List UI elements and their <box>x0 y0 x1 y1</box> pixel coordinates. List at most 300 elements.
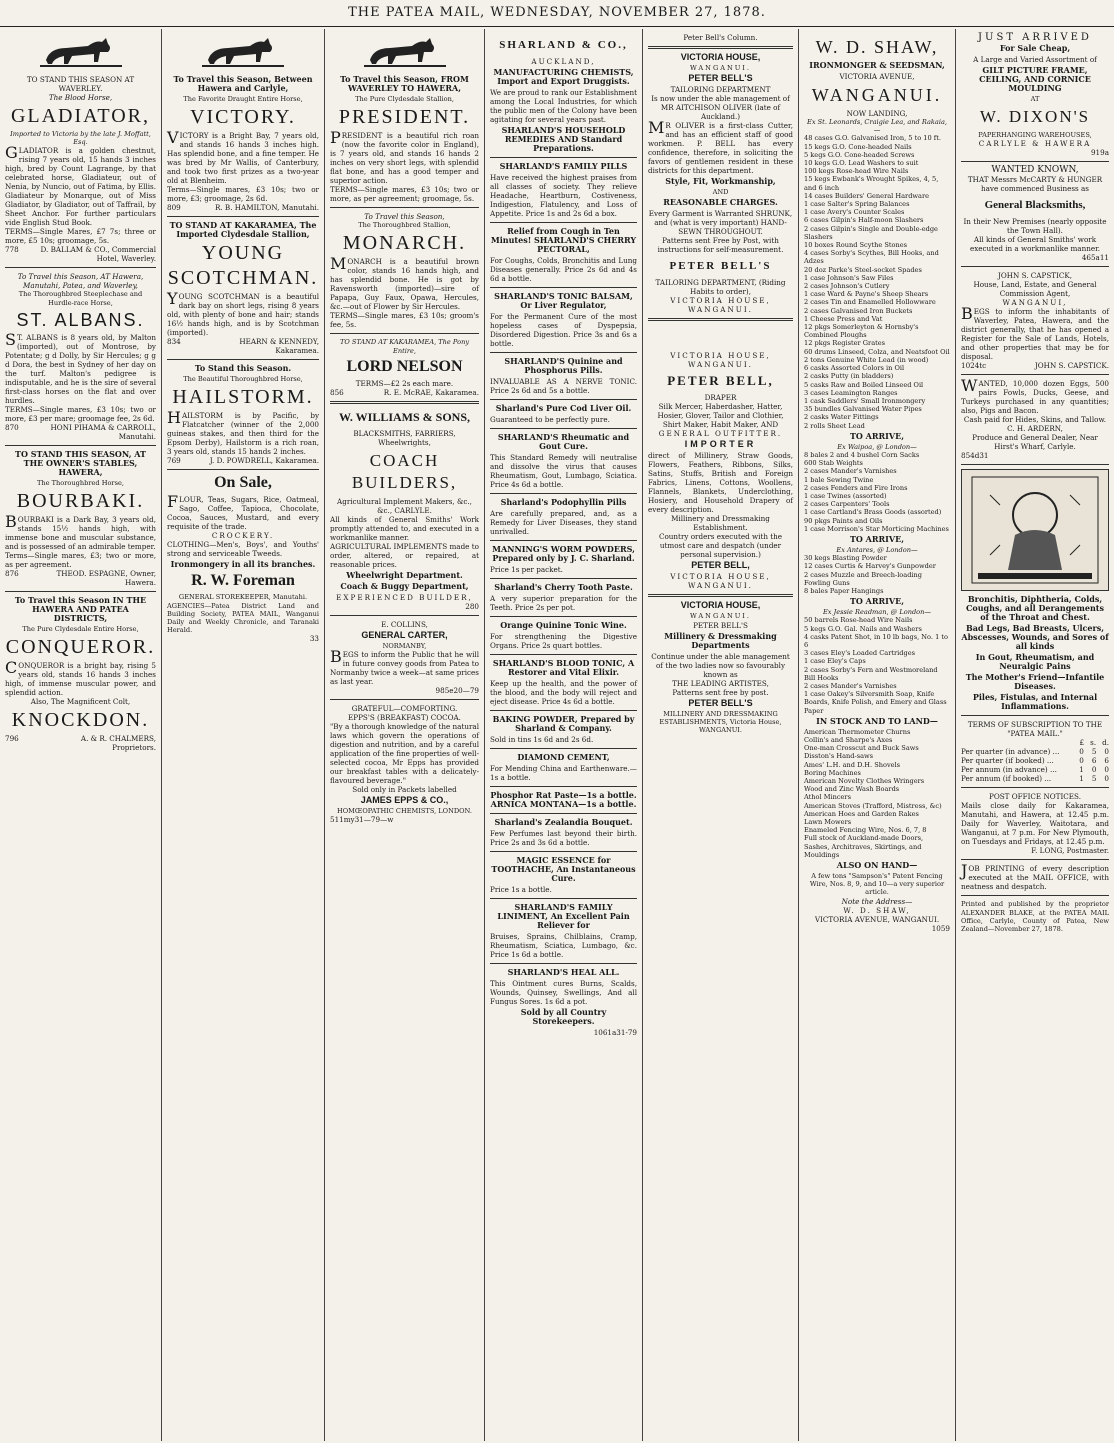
young-body: YOUNG SCOTCHMAN is a beautiful dark bay on short legs, rising 8 years old, with plenty of bone and hair; stands 16½ hands high, and is by Scotchman (imported). <box>167 289 319 338</box>
subs-table <box>961 747 1109 783</box>
mill-title: Millinery & Dressmaking Departments <box>664 630 777 650</box>
hailstorm-sub: The Beautiful Thoroughbred Horse, <box>183 375 303 384</box>
subs-row <box>961 765 1109 774</box>
foreman-num: 33 <box>309 634 319 644</box>
williams-num: 280 <box>465 601 479 611</box>
lordnelson-terms: TERMS—£2 2s each mare. <box>355 378 454 388</box>
victory-sub: The Favorite Draught Entire Horse, <box>183 95 303 103</box>
gladiator-body: GLADIATOR is a golden chestnut, rising 7 years old, 15 hands 3 inches high, bred by Count Lagrange, by that celebrated horse, Gladiateur, out of Nenia, by Nuncio, out of Fatima, by Ellis. Gladiateur by Monarque, out of Miss Gladiator, by Gladiator, out of Taffrail, by Sheet Anchor. For further particulars vide English Stud Book. <box>5 143 156 228</box>
sharland-item-text: For Mending China and Earthenware.—1s a bottle. <box>490 764 637 782</box>
stalbans-body: ST. ALBANS is 8 years old, by Malton (imported), out of Montrose, by Potentate; g d Dolly, by Sir Hercules; g g d Dora, the best in Sydney of her day on the turf. Malton's pedigree is indisputable, and he is the sire of several first-class horses on the flat and over hurdles. <box>5 329 156 405</box>
hailstorm-intro: To Stand this Season. <box>194 363 292 374</box>
shaw-list-item: 2 cases Galvanised Iron Buckets <box>804 306 913 315</box>
shaw-list-item: 12 pkgs Register Grates <box>804 339 886 348</box>
shaw-list-item: 2 cases Mander's Varnishes <box>804 682 897 690</box>
shaw-list-item: 48 cases G.O. Galvanised Iron, 5 to 10 ft. <box>804 134 941 143</box>
shaw-list-item: 8 bales 2 and 4 bushel Corn Sacks <box>804 450 920 459</box>
pb-style: Style, Fit, Workmanship, <box>665 176 776 187</box>
foreman-name: R. W. Foreman <box>191 572 295 590</box>
horse-engraving-icon <box>5 35 156 71</box>
subs-values <box>1079 765 1109 774</box>
draper-pb3: PETER BELL, <box>691 560 750 571</box>
shaw-list-item: Wood and Zinc Wash Boards <box>804 785 900 794</box>
peterbell-title: Peter Bell's Column. <box>683 33 758 42</box>
column-7 <box>956 29 1114 1441</box>
shaw-list-item: 8 bales Paper Hangings <box>804 586 884 595</box>
capstick-num: 1024tc <box>961 361 987 371</box>
sharland-item-text: A very superior preparation for the Teeth. Price 2s per pot. <box>490 594 637 612</box>
subs-value: 5 <box>1091 747 1097 757</box>
shaw-note: Note the Address— <box>841 896 913 906</box>
conqueror-num: 796 <box>5 734 19 744</box>
shaw-list-item: 3 cases Leamington Ranges <box>804 388 898 397</box>
shaw-list-item: 2 cases Johnson's Cutlery <box>804 282 890 291</box>
dixon-forsale: For Sale Cheap, <box>999 43 1071 53</box>
shaw-list-item: 10 kegs G.O. Lead Washers to suit <box>804 159 919 168</box>
shaw-list-item: 1 case Avery's Counter Scales <box>804 208 905 217</box>
shaw-town: WANGANUI. <box>811 85 943 105</box>
shaw-loc: VICTORIA AVENUE, <box>839 72 915 81</box>
pb-mgr: MR AITCHISON OLIVER (late of Auckland.) <box>660 103 781 122</box>
sharland-item-text: This Ointment cures Burns, Scalds, Wounds, Quinsey, Swellings, And all Fungus Sores. 1s 6d a pot. <box>490 979 637 1006</box>
sharland-item-text: Bruises, Sprains, Chilblains, Cramp, Rheumatism, Sciatica, Lumbago, &c. Price 1s 6d a bottle. <box>490 932 637 959</box>
monarch-terms: TERMS—Single mares, £3 10s; groom's fee, 5s. <box>330 311 479 330</box>
sharland-item-text: Are carefully prepared, and, as a Remedy for Liver Diseases, they stand unrivalled. <box>490 509 637 536</box>
draper-mill: Millinery and Dressmaking Establishment. <box>671 514 770 533</box>
subs-value: 0 <box>1104 774 1109 784</box>
sharland-item-text: Sold in tins 1s 6d and 2s 6d. <box>490 735 594 744</box>
shaw-num: 1059 <box>931 923 950 933</box>
horse-engraving-icon <box>330 35 479 71</box>
shaw-list-item: Ames' L.H. and D.H. Shovels <box>804 760 901 769</box>
shaw-list-item: 2 tons Genuine White Lead (in wood) <box>804 355 929 364</box>
shaw-sampson: A few tons "Sampson's" Patent Fencing Wire, Nos. 8, 9, and 10—a very superior article. <box>809 872 945 897</box>
ardern-num: 854d31 <box>961 451 989 461</box>
shaw-list-item: 1 case Eley's Caps <box>804 657 866 666</box>
lordnelson-sign: R. E. McRAE, Kakaramea. <box>383 387 479 397</box>
sharland-item-heading: Sharland's Pure Cod Liver Oil. <box>495 403 632 413</box>
collins-num: 985e20—79 <box>435 686 479 696</box>
shaw-list-item: 10 boxes Round Scythe Stones <box>804 241 908 250</box>
shaw-list-item: 20 doz Parke's Steel-socket Spades <box>804 265 922 274</box>
young-sign: HEARN & KENNEDY, Kakaramea. <box>239 337 319 356</box>
shaw-list-item: 12 cases Curtis & Harvey's Gunpowder <box>804 562 936 571</box>
ardern-sub: Produce and General Dealer, Near Hirst's Wharf, Carlyle. <box>972 433 1098 452</box>
shaw-list-item: American Hoes and Garden Rakes <box>804 809 919 818</box>
shaw-list-item: American Novelty Clothes Wringers <box>804 777 925 786</box>
shaw-list3 <box>804 554 950 595</box>
post-body: Mails close daily for Kakaramea, Manutahi, and Hawera, at 12.45 p.m. Daily for Waverley, Waitotara, and Wanganui, at 7 p.m. For New Plymouth, on Tuesdays and Fridays, at 12.45 p.m. <box>961 801 1109 847</box>
mill-est: MILLINERY AND DRESSMAKING ESTABLISHMENTS, Victoria House, WANGANUI. <box>659 709 782 735</box>
vh-title: VICTORIA HOUSE, <box>680 52 761 62</box>
sharland-item-text: Have received the highest praises from all classes of society. They relieve Headache, Heartburn, Costiveness, Indigestion, Flatulency, and Loss of Appetite. Price 1s and 2s 6d a box. <box>490 173 637 218</box>
shaw-list-item: Disston's Hand-saws <box>804 752 874 761</box>
capstick-sign: JOHN S. CAPSTICK. <box>1034 361 1109 371</box>
columns <box>0 29 1114 1441</box>
sharland-item-heading: SHARLAND'S FAMILY LINIMENT, An Excellent Pain Reliever for <box>497 902 630 930</box>
shaw-list-item: 2 cases Tin and Enamelled Hollowware <box>804 298 936 307</box>
shaw-list-item: 1 bale Sewing Twine <box>804 475 874 484</box>
subs-value: 1 <box>1079 765 1084 775</box>
sharland-item-text: For Coughs, Colds, Bronchitis and Lung Diseases generally. Price 2s 6d and 4s 6d a bottle. <box>490 256 637 283</box>
subs-value: 6 <box>1091 756 1097 766</box>
gladiator-import: Imported to Victoria by the late J. Moffatt, Esq. <box>10 130 151 147</box>
hailstorm-sign: J. D. POWDRELL, Kakaramea. <box>209 456 319 466</box>
pb-patterns: Patterns sent Free by Post, with instructions for self-measurement. <box>657 236 784 255</box>
sharland-item-heading: SHARLAND'S BLOOD TONIC, A Restorer and Vital Elixir. <box>492 658 635 677</box>
onsale-iron: Ironmongery in all its branches. <box>170 559 316 570</box>
bourbaki-name: BOURBAKI. <box>16 490 145 513</box>
bourbaki-sub: The Thoroughbred Horse, <box>37 478 124 487</box>
shaw-list-item: 60 drums Linseed, Colza, and Neatsfoot Oil <box>804 347 950 356</box>
epps-sold: Sold only in Packets labelled <box>352 785 457 795</box>
mill-pb4: PETER BELL'S <box>693 620 748 630</box>
gladiator-sub: The Blood Horse, <box>48 93 113 102</box>
column-6 <box>799 29 956 1441</box>
young-name1: YOUNG <box>201 242 285 265</box>
sharland-loc: AUCKLAND, <box>531 57 596 66</box>
masthead: THE PATEA MAIL, WEDNESDAY, NOVEMBER 27, 1878. <box>0 0 1114 27</box>
president-intro: To Travel this Season, FROM WAVERLEY TO HAWERA, <box>340 74 469 93</box>
stalbans-sub: The Thoroughbred Steeplechase and Hurdle-race Horse, <box>18 290 143 307</box>
mccarty-body: THAT Messrs McCARTY & HUNGER have commenced Business as <box>967 175 1103 194</box>
pb-and: AND <box>712 188 729 197</box>
shaw-addr: W. D. SHAW, <box>843 905 911 915</box>
conqueror-intro: To Travel this Season IN THE HAWERA AND PATEA DISTRICTS, <box>14 595 147 624</box>
shaw-arrive1ex: Ex Waipoa, @ London— <box>837 442 917 451</box>
victory-intro: To Travel this Season, Between Hawera and Carlyle, <box>173 74 313 93</box>
epps-title: GRATEFUL—COMFORTING. <box>351 704 458 714</box>
shaw-list-item: 2 rolls Sheet Lead <box>804 421 865 430</box>
draper-vh3: VICTORIA HOUSE, WANGANUI. <box>670 572 771 591</box>
shaw-list-item: 1 case Ward & Payne's Sheep Shears <box>804 290 929 299</box>
sharland-item-text: Keep up the health, and the power of the blood, and the body will reject and eject disease. Price 4s 6d a bottle. <box>490 679 637 706</box>
collins-body: BEGS to inform the Public that he will in future convey goods from Patea to Normanby twice a week—at same prices as last year. <box>330 647 479 687</box>
shaw-list4 <box>804 616 950 714</box>
bourbaki-body: BOURBAKI is a Dark Bay, 3 years old, stands 15½ hands high, with immense bone and muscular substance, and is possessed of an admirable temper. <box>5 512 156 552</box>
williams-sub2: Agricultural Implement Makers, &c., &c., CARLYLE. <box>337 496 472 515</box>
epps-body: "By a thorough knowledge of the natural laws which govern the operations of digestion and nutrition, and by a careful application of the fine properties of well-selected cocoa, Mr Epps has provided our breakfast tables with a delicately-flavoured beverage." <box>330 722 479 786</box>
shaw-list-item: 2 cases Muzzle and Breech-loading Fowling Guns <box>804 570 923 587</box>
collins-title: GENERAL CARTER, <box>361 629 448 640</box>
knockdon-name: KNOCKDON. <box>11 709 150 732</box>
shaw-list-item: 2 casks Water Fittings <box>804 413 879 422</box>
subs-value: 5 <box>1091 774 1097 784</box>
draper-country: Country orders executed with the utmost care and despatch (under personal supervision.) <box>658 532 783 560</box>
subs-col-shillings: s. <box>1090 738 1097 748</box>
sharland-item-heading: Sharland's Podophyllin Pills <box>500 497 627 507</box>
victory-body: VICTORY is a Bright Bay, 7 years old, and stands 16 hands 3 inches high. Has splendid bone, and a fine temper. He was bred by Mr Wallis, of Canterbury, and took two first prizes as a two-year old at Blenheim. <box>167 128 319 186</box>
shaw-list-item: 1 case Morrison's Star Morticing Machines <box>804 524 949 533</box>
pb-tail: TAILORING DEPARTMENT <box>670 85 771 95</box>
shaw-list-item: 90 pkgs Paints and Oils <box>804 516 883 525</box>
pb-name: PETER BELL'S <box>688 73 753 84</box>
shaw-list-item: 2 cases Carpenters' Tools <box>804 500 890 509</box>
sharland-item-heading: MANNING'S WORM POWDERS, Prepared only by J. C. Sharland. <box>492 544 635 563</box>
holloway-bad: Bad Legs, Bad Breasts, Ulcers, Abscesses, Wounds, and Sores of all kinds <box>961 623 1109 652</box>
young-num: 834 <box>167 337 181 347</box>
sharland-item-heading: SHARLAND'S TONIC BALSAM, Or Liver Regulator, <box>494 291 633 310</box>
capstick-name: JOHN S. CAPSTICK, <box>997 271 1073 281</box>
onsale-body: FLOUR, Teas, Sugars, Rice, Oatmeal, Sago, Coffee, Tapioca, Chocolate, Cocoa, Sauces, Mustard, and every requisite of the trade. <box>167 492 319 532</box>
gladiator-terms: TERMS—Single Mares, £7 7s; three or more, £5 10s; groomage, 5s. <box>5 227 156 246</box>
president-body: PRESIDENT is a beautiful rich roan (now the favorite color in England), is 7 years old, and stands 16 hands 2 inches on very short legs, with splendid flat bone, and has a good temper and superior action. <box>330 128 479 186</box>
shaw-list-item: 5 kegs G.O. Cone-headed Screws <box>804 150 915 159</box>
shaw-arrive2: TO ARRIVE, <box>849 533 905 544</box>
shaw-list-item: Boring Machines <box>804 768 861 777</box>
onsale-crockery: CROCKERY. <box>211 531 275 541</box>
shaw-list-item: 35 bundles Galvanised Water Pipes <box>804 405 922 414</box>
subs-label: Per quarter (if booked) ... <box>961 756 1054 766</box>
sharland-items <box>490 157 637 1006</box>
mill-town: WANGANUI. <box>689 612 752 621</box>
column-4 <box>485 29 643 1441</box>
draper-vh: VICTORIA HOUSE, WANGANUI. <box>670 351 771 370</box>
subs-label: Per quarter (in advance) ... <box>961 747 1060 757</box>
sharland-item-heading: SHARLAND'S HEAL ALL. <box>507 967 620 977</box>
williams-name: W. WILLIAMS & SONS, <box>338 409 471 424</box>
mccarty-num: 465a11 <box>1081 253 1109 263</box>
subs-label: Per annum (in advance) ... <box>961 765 1057 775</box>
sharland-item-text: Price 1s a bottle. <box>490 885 552 894</box>
shaw-list-item: 15 kegs G.O. Cone-headed Nails <box>804 142 912 151</box>
stalbans-terms: TERMS—Single mares, £3 10s; two or more, £3 per mare; groomage fee, 2s 6d. <box>5 404 156 423</box>
shaw-list-item: One-man Crosscut and Buck Saws <box>804 744 919 753</box>
subs-row <box>961 774 1109 783</box>
bourbaki-sign: THEOD. ESPAGNE, Owner, Hawera. <box>56 569 156 588</box>
mill-pb5: PETER BELL'S <box>688 697 753 708</box>
subs-col-headers <box>961 738 1109 747</box>
shaw-list-item: 3 cases Eley's Loaded Cartridges <box>804 649 916 658</box>
subs-value: 1 <box>1079 774 1084 784</box>
sharland-item-text: INVALUABLE AS A NERVE TONIC. Price 2s 6d and 5s a bottle. <box>490 377 637 395</box>
hailstorm-body: HAILSTORM is by Pacific, by Flatcatcher (winner of the 2,000 guineas stakes, and then third for the Epsom Derby), Hailstorm is a rich roan, 3 years old, stands 15 hands 2 inches. <box>167 408 319 457</box>
draper-sub: DRAPER <box>704 393 737 403</box>
conqueror-also: Also, The Magnificent Colt, <box>30 697 131 707</box>
epps-num: 511my31—79—w <box>330 815 394 825</box>
column-1 <box>0 29 162 1441</box>
shaw-list-item: 1 case Cartland's Brass Goods (assorted) <box>804 508 942 517</box>
mccarty-gensub: In their New Premises (nearly opposite the Town Hall). <box>963 217 1107 236</box>
shaw-stock: IN STOCK AND TO LAND— <box>816 715 938 726</box>
shaw-list-item: 600 Stab Weights <box>804 459 863 468</box>
subs-values <box>1079 747 1109 756</box>
sharland-item-heading: Relief from Cough in Ten Minutes! SHARLAND'S CHERRY PECTORAL, <box>490 226 637 254</box>
shaw-list-item: 2 casks Putty (in bladders) <box>804 372 894 381</box>
column-5 <box>643 29 799 1441</box>
young-name2: SCOTCHMAN. <box>167 267 319 290</box>
epps-name: EPPS'S (BREAKFAST) COCOA. <box>348 713 461 723</box>
sharland-item-heading: Orange Quinine Tonic Wine. <box>500 620 627 630</box>
conqueror-sub: The Pure Clydesdale Entire Horse, <box>22 625 139 634</box>
shaw-list-item: 2 cases Mander's Varnishes <box>804 467 897 476</box>
draper-impbody: direct of Millinery, Straw Goods, Flowers, Feathers, Ribbons, Silks, Satins, Stuffs, British and Foreign Fabrics, Linens, Cottons, Woollens, Flannels, Blankets, Underclothing, Hosiery, and Household Drapery of every description. <box>648 451 793 515</box>
shaw-list-item: 14 cases Builders' General Hardware <box>804 191 930 200</box>
sharland-item-heading: SHARLAND'S FAMILY PILLS <box>499 161 628 171</box>
shaw-also: ALSO ON HAND— <box>836 860 918 871</box>
bourbaki-num: 876 <box>5 569 19 579</box>
shaw-list-item: 6 cases Gilpin's Half-moon Slashers <box>804 216 924 225</box>
shaw-list-item: 50 barrels Rose-head Wire Nails <box>804 616 913 625</box>
subs-label: Per annum (if booked) ... <box>961 774 1052 784</box>
sharland-item-text: This Standard Remedy will neutralise and dissolve the virus that causes Rheumatism, Gout, Lumbago, Sciatica. Price 4s 6d a bottle. <box>490 453 637 489</box>
president-name: PRESIDENT. <box>338 106 471 129</box>
sharland-item-heading: Sharland's Zealandia Bouquet. <box>494 817 633 827</box>
shaw-list-item: 1 case Twines (assorted) <box>804 491 887 500</box>
stalbans-intro: To Travel this Season, AT Hawera, Manutahi, Patea, and Waverley, <box>17 272 144 291</box>
dixon-gilt: GILT PICTURE FRAME, CEILING, AND CORNICE MOULDING <box>979 65 1091 93</box>
post-title: POST OFFICE NOTICES. <box>989 792 1081 802</box>
lordnelson-num: 856 <box>330 387 344 397</box>
pb-under: Is now under the able management of <box>651 94 790 104</box>
shaw-addr2: VICTORIA AVENUE, WANGANUI. <box>814 914 940 924</box>
dixon-large: A Large and Varied Assortment of <box>973 55 1097 64</box>
capstick-town: WANGANUI, <box>1002 298 1068 308</box>
subs-values <box>1079 774 1109 783</box>
shaw-landing: NOW LANDING, <box>846 109 908 118</box>
capstick-sub: House, Land, Estate, and General Commission Agent, <box>973 280 1097 299</box>
subs-value: 6 <box>1104 756 1109 766</box>
ardern-name: C. H. ARDERN, <box>1007 424 1063 434</box>
mill-leading: THE LEADING ARTISTES, <box>672 678 769 688</box>
ardern-cash: Cash paid for Hides, Skins, and Tallow. <box>963 415 1107 425</box>
shaw-arrive3ex: Ex Jessie Readman, @ London— <box>822 608 931 617</box>
shaw-list-item: 1 case Oakey's Silversmith Soap, Knife Boards, Knife Polish, and Emery and Glass Paper <box>804 690 947 715</box>
epps-firm: JAMES EPPS & CO., <box>360 795 449 806</box>
holloway-piles: Piles, Fistulas, and Internal Inflammations. <box>972 692 1098 712</box>
mill-vh4: VICTORIA HOUSE, <box>680 600 761 611</box>
draper-outfit: GENERAL OUTFITTER. <box>658 429 783 439</box>
shaw-list-item: American Thermometer Churns <box>804 727 911 736</box>
foreman-sub: GENERAL STOREKEEPER, Manutahi. <box>178 593 308 602</box>
sharland-item-heading: Sharland's Cherry Tooth Paste. <box>494 582 633 592</box>
mill-patterns: Patterns sent free by post. <box>672 687 769 697</box>
shaw-list-item: 12 pkgs Somerleyton & Hornsby's Combined Ploughs <box>804 323 919 340</box>
hailstorm-name: HAILSTORM. <box>172 386 314 409</box>
victory-num: 809 <box>167 203 181 213</box>
shaw-list-item: 1 case Salter's Spring Balances <box>804 200 910 209</box>
victory-sign: R. B. HAMILTON, Manutahi. <box>214 203 319 213</box>
shaw-list-item: Full stock of Auckland-made Doors, Sashes, Architraves, Skirtings, and Mouldings <box>804 834 924 859</box>
conqueror-name: CONQUEROR. <box>5 636 156 659</box>
holloway-mother: The Mother's Friend—Infantile Diseases. <box>965 672 1105 692</box>
young-intro: TO STAND AT KAKARAMEA, The Imported Clydesdale Stallion, <box>169 220 317 240</box>
sharland-item-text: Price 1s per packet. <box>490 565 563 574</box>
stalbans-name: ST. ALBANS. <box>16 309 145 330</box>
sharland-item-heading: DIAMOND CEMENT, <box>517 752 610 762</box>
mccarty-genbody: All kinds of General Smiths' work executed in a workmanlike manner. <box>969 235 1101 254</box>
dixon-carlyle: CARLYLE & HAWERA <box>978 139 1092 149</box>
capstick-body: BEGS to inform the inhabitants of Waverley, Patea, Hawera, and the district generally, that he has opened a Register for the Sale of Lands, Hotels, and other properties that may be for disposal. <box>961 304 1109 362</box>
shaw-list-item: Enameled Fencing Wire, Nos. 6, 7, 8 <box>804 826 927 835</box>
williams-coach: COACH BUILDERS, <box>351 450 458 492</box>
sharland-sub: MANUFACTURING CHEMISTS, Import and Export Druggists. <box>493 67 634 86</box>
subs-values <box>1079 756 1109 765</box>
post-sign: F. LONG, Postmaster. <box>1031 846 1109 856</box>
shaw-list-item: American Stoves (Trafford, Mistress, &c) <box>804 801 942 810</box>
sharland-item-heading: SHARLAND'S Quinine and Phosphorus Pills. <box>504 356 623 375</box>
shaw-arrive2ex: Ex Antares, @ London— <box>836 545 918 554</box>
sharland-num: 1061a31-79 <box>593 1028 637 1037</box>
holloway-engraving-icon <box>961 469 1109 591</box>
shaw-list5 <box>804 728 950 859</box>
shaw-list-item: 2 cases Fenders and Fire Irons <box>804 483 908 492</box>
pb-name2: PETER BELL'S <box>669 260 772 273</box>
lordnelson-intro: TO STAND AT KAKARAMEA, The Pony Entire, <box>339 338 470 355</box>
president-terms: TERMS—Single mares, £3 10s; two or more, as per agreement; groomage, 5s. <box>330 185 479 204</box>
monarch-body: MONARCH is a beautiful brown color, stands 16 hands high, and has splendid bone. He is got by Ravensworth (imported)—sire of Papapa, Guy Faux, Opawa, Hercules, &c.—out of Flower by Sir Hercules. <box>330 254 479 312</box>
gladiator-intro: TO STAND THIS SEASON AT WAVERLEY. <box>26 75 135 93</box>
stalbans-num: 870 <box>5 422 19 432</box>
bourbaki-terms: Terms—Single mares, £3; two or more, as per agreement. <box>5 551 156 570</box>
subs-value: 0 <box>1104 747 1109 757</box>
shaw-list-item: 1 Cheese Press and Vat <box>804 314 883 323</box>
mccarty-wanted: WANTED KNOWN, <box>991 165 1079 176</box>
monarch-intro: To Travel this Season, <box>364 212 445 222</box>
dixon-at: AT <box>1030 95 1040 103</box>
gladiator-name: GLADIATOR, <box>10 105 151 127</box>
shaw-sub: IRONMONGER & SEEDSMAN, <box>809 60 945 70</box>
dixon-paper: PAPERHANGING WAREHOUSES, <box>978 131 1092 140</box>
subs-row <box>961 747 1109 756</box>
shaw-arrive1: TO ARRIVE, <box>849 430 905 441</box>
monarch-name: MONARCH. <box>342 232 467 255</box>
subs-title: TERMS OF SUBSCRIPTION TO THE "PATEA MAIL." <box>967 720 1103 739</box>
shaw-list-item: 1 cask Saddlers' Small Ironmongery <box>804 396 926 405</box>
sharland-item-text: Few Perfumes last beyond their birth. Price 2s and 3s 6d a bottle. <box>490 829 637 847</box>
horse-engraving-icon <box>167 35 319 71</box>
williams-builder: EXPERIENCED BUILDER, <box>336 592 473 602</box>
draper-body: Silk Mercer, Haberdasher, Hatter, Hosier, Glover, Tailor and Clothier, Shirt Maker, Habit Maker, AND <box>657 402 784 430</box>
victory-name: VICTORY. <box>190 106 296 129</box>
sharland-item-heading: SHARLAND'S Rheumatic and Gout Cure. <box>497 432 630 451</box>
shaw-list2 <box>804 451 950 533</box>
subs-col-pence: d. <box>1102 738 1109 748</box>
williams-coachdept: Coach & Buggy Department, <box>340 580 469 591</box>
sharland-item-heading: Phosphor Rat Paste—1s a bottle. ARNICA MONTANA—1s a bottle. <box>490 790 637 809</box>
holloway-gout: In Gout, Rheumatism, and Neuralgic Pains <box>975 652 1095 672</box>
column-2 <box>162 29 325 1441</box>
sharland-item-heading: BAKING POWDER, Prepared by Sharland & Company. <box>492 714 635 733</box>
onsale-clothing: CLOTHING—Men's, Boys', and Youths' strong and serviceable Tweeds. <box>167 540 319 559</box>
president-sub: The Pure Clydesdale Stallion, <box>355 95 454 103</box>
subs-value: 0 <box>1079 756 1084 766</box>
shaw-list-item: 5 kegs G.O. Gal. Nails and Washers <box>804 624 922 633</box>
victory-terms: Terms—Single mares, £3 10s; two or more, £3; groomage, 2s 6d. <box>167 185 319 204</box>
williams-wheel: Wheelwright Department. <box>346 569 463 580</box>
shaw-list-item: Athol Mincers <box>804 793 851 802</box>
conqueror-body: CONQUEROR is a bright bay, rising 5 years old, stands 16 hands 3 inches high, of immense muscular power, and splendid action. <box>5 658 156 698</box>
pb-reason: REASONABLE CHARGES. <box>663 197 778 208</box>
shaw-arrive3: TO ARRIVE, <box>849 596 905 607</box>
subs-value: 0 <box>1079 747 1084 757</box>
hailstorm-num: 769 <box>167 456 181 466</box>
pb-body: MR OLIVER is a first-class Cutter, and has an efficient staff of good workmen. P. BELL has every confidence, therefore, in soliciting the favors of gentlemen resident in these districts for this department. <box>648 118 793 176</box>
subs-row <box>961 756 1109 765</box>
dixon-just: JUST ARRIVED <box>978 32 1092 43</box>
shaw-list-item: 6 casks Assorted Colors in Oil <box>804 364 905 373</box>
shaw-list-item: 30 kegs Blasting Powder <box>804 554 887 563</box>
subs-col-pounds: £ <box>1079 738 1085 748</box>
stalbans-sign: HONI PIHAMA & CARROLL, Manutahi. <box>50 422 156 441</box>
holloway-bron: Bronchitis, Diphtheria, Colds, Coughs, and all Derangements of the Throat and Chest. <box>966 594 1104 623</box>
shaw-list-item: Collin's and Sharpe's Axes <box>804 736 893 745</box>
sharland-item-text: Guaranteed to be perfectly pure. <box>490 415 610 424</box>
sharland-item-text: For strengthening the Digestive Organs. Price 2s quart bottles. <box>490 632 637 650</box>
ardern-wanted: WANTED, 10,000 dozen Eggs, 500 pairs Fowls, Ducks, Geese, and Turkeys purchased in any quantities; also, Pigs and Bacon. <box>961 376 1109 416</box>
collins-name: E. COLLINS, <box>381 619 428 629</box>
williams-body: All kinds of General Smiths' Work promptly attended to, and executed in a workmanlike manner. <box>330 514 479 542</box>
